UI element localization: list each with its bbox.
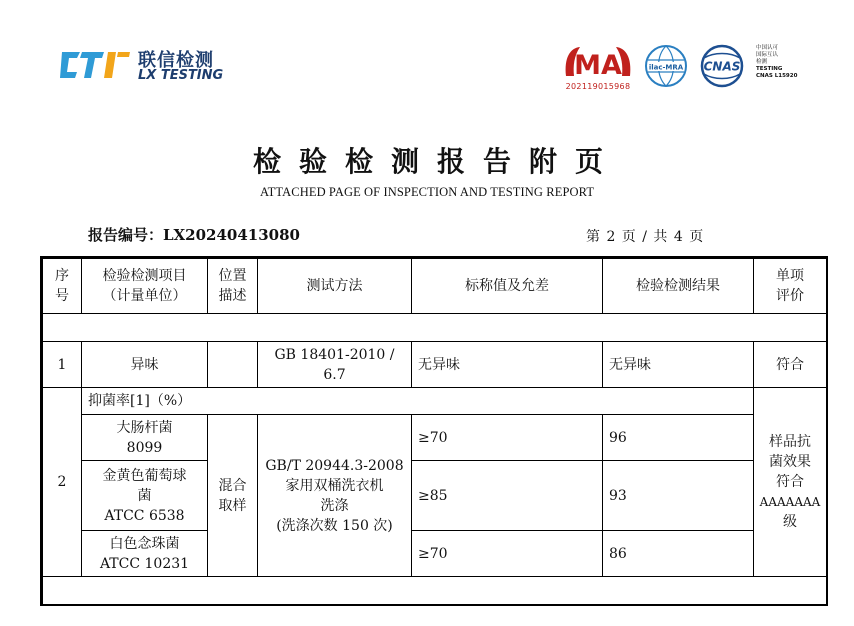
row2-group-label: 抑菌率[1]（%）: [82, 388, 754, 415]
sub-item-line: 白色念珠菌: [109, 535, 180, 552]
sub-item-line: ATCC 6538: [104, 507, 185, 524]
row1-standard: 无异味: [412, 342, 603, 388]
report-number: 报告编号：LX20240413080: [88, 226, 300, 244]
sub-item-standard: ≥70: [412, 531, 603, 577]
header-text: 序: [55, 268, 69, 284]
table-row: [43, 461, 827, 531]
cnas-mark: [694, 44, 750, 88]
header-item: [82, 259, 208, 314]
row1-result: 无异味: [603, 342, 754, 388]
sub-item-line: 8099: [126, 439, 163, 456]
table-spacer-row: [43, 314, 827, 342]
logo-chinese-name: 联信检测: [138, 50, 214, 71]
cnas-line: 中国认可: [756, 45, 779, 51]
cnas-line: 国际互认: [756, 52, 779, 58]
method-line: 洗涤: [320, 497, 349, 514]
row2-seq: 2: [43, 388, 82, 577]
logo-english-name: LX TESTING: [138, 68, 224, 83]
sub-item-line: ATCC 10231: [99, 555, 190, 572]
cnas-line: CNAS L15920: [756, 73, 798, 79]
eval-line: 符合: [776, 474, 804, 490]
row1-seq: 1: [43, 342, 82, 388]
row1-method: [258, 342, 412, 388]
spacer-cell: [43, 577, 827, 605]
table-row: [43, 415, 827, 461]
header-evaluation: [754, 259, 827, 314]
cnas-globe-icon: [694, 44, 750, 88]
sub-item-line: 菌: [137, 487, 152, 504]
table-row: [43, 531, 827, 577]
ilac-mra-mark: [644, 44, 688, 88]
cnas-line: 检测: [756, 59, 768, 65]
sub-item-line: 金黄色葡萄球: [102, 467, 187, 484]
lx-testing-logo: [58, 44, 228, 88]
header-text: （计量单位）: [102, 288, 187, 304]
row2-method: [258, 415, 412, 577]
eval-line: 级: [783, 514, 797, 530]
page-indicator: 第 2 页 / 共 4 页: [586, 229, 705, 245]
row1-evaluation: 符合: [754, 342, 827, 388]
position-line: 取样: [218, 497, 247, 514]
sub-item-result: 93: [603, 461, 754, 531]
sub-item-standard: ≥70: [412, 415, 603, 461]
row1-item: 异味: [82, 342, 208, 388]
header-seq: [43, 259, 82, 314]
table-spacer-row: [43, 577, 827, 605]
table-row: [43, 342, 827, 388]
method-line: GB 18401-2010 /: [274, 346, 395, 363]
position-line: 混合: [218, 477, 247, 494]
page-subtitle: ATTACHED PAGE OF INSPECTION AND TESTING REPORT: [259, 185, 595, 199]
sub-item-name: [82, 531, 208, 577]
header-result: 检验检测结果: [603, 259, 754, 314]
cnas-text-block: [756, 45, 816, 80]
svg-text:CNAS: CNAS: [703, 59, 741, 74]
method-line: 家用双桶洗衣机: [285, 477, 384, 494]
eval-line: 菌效果: [769, 454, 811, 470]
results-table: [42, 258, 827, 605]
page-title: 检验检测报告附页: [252, 145, 621, 178]
results-table-frame: [40, 256, 828, 606]
ilac-globe-icon: [644, 44, 688, 88]
lx-logo-mark-icon: [58, 48, 132, 82]
table-row: [43, 388, 827, 415]
header-text: 单项: [776, 268, 804, 284]
method-line: 6.7: [323, 366, 346, 383]
header-text: 位置: [218, 268, 247, 284]
cma-seal-icon: [560, 42, 636, 82]
method-line: (洗涤次数 150 次): [276, 517, 393, 534]
row2-evaluation: [754, 388, 827, 577]
header-position: [208, 259, 258, 314]
spacer-cell: [43, 314, 827, 342]
header-standard: 标称值及允差: [412, 259, 603, 314]
cma-code: 202119015968: [565, 82, 631, 91]
header-text: 评价: [776, 288, 804, 304]
svg-text:MA: MA: [574, 50, 622, 81]
header-text: 号: [55, 288, 69, 304]
svg-text:ilac-MRA: ilac-MRA: [648, 63, 684, 72]
sub-item-line: 大肠杆菌: [116, 419, 173, 436]
table-header-row: [43, 259, 827, 314]
sub-item-standard: ≥85: [412, 461, 603, 531]
header-text: 检验检测项目: [102, 268, 187, 284]
row2-position: [208, 415, 258, 577]
cnas-line: TESTING: [756, 66, 783, 72]
header-text: 描述: [218, 288, 247, 304]
header-method: 测试方法: [258, 259, 412, 314]
sub-item-result: 86: [603, 531, 754, 577]
sub-item-result: 96: [603, 415, 754, 461]
sub-item-name: [82, 461, 208, 531]
eval-line: AAAAAAA: [759, 495, 821, 509]
method-line: GB/T 20944.3-2008: [265, 457, 404, 474]
row1-position: [208, 342, 258, 388]
eval-line: 样品抗: [769, 434, 811, 450]
cma-seal: [560, 42, 636, 96]
sub-item-name: [82, 415, 208, 461]
